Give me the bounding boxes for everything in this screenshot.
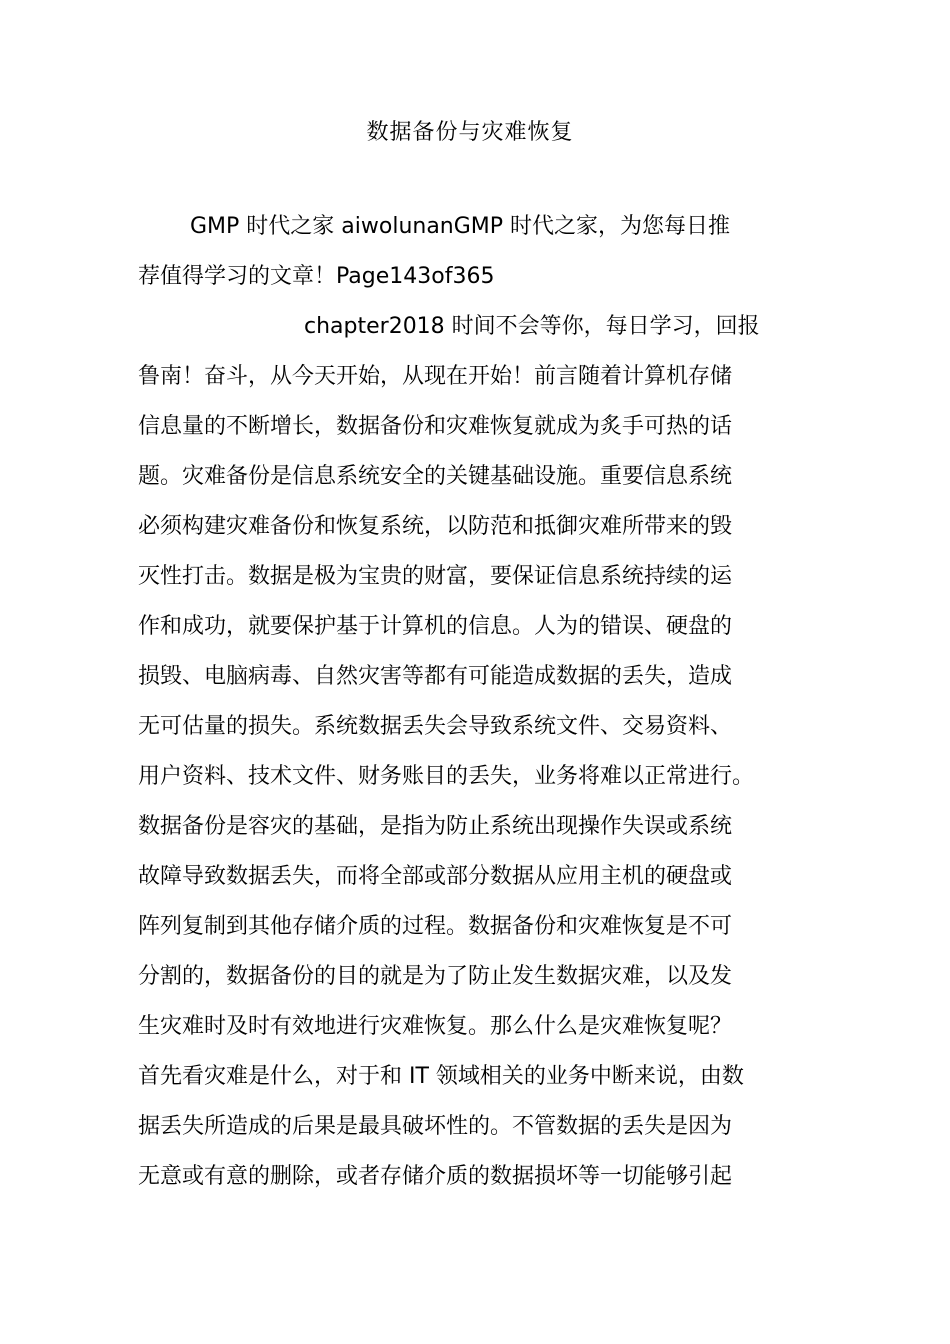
- body-line: 信息量的不断增长，数据备份和灾难恢复就成为炙手可热的话: [138, 414, 733, 439]
- body-line: 阵列复制到其他存储介质的过程。数据备份和灾难恢复是不可: [138, 914, 733, 939]
- body-line: 故障导致数据丢失，而将全部或部分数据从应用主机的硬盘或: [138, 864, 733, 889]
- body-line: 无意或有意的删除，或者存储介质的数据损坏等一切能够引起: [138, 1164, 733, 1189]
- body-line: 损毁、电脑病毒、自然灾害等都有可能造成数据的丢失，造成: [138, 664, 733, 689]
- document-title: 数据备份与灾难恢复: [366, 120, 574, 145]
- body-line: GMP 时代之家 aiwolunanGMP 时代之家，为您每日推: [190, 214, 731, 239]
- body-line: 作和成功，就要保护基于计算机的信息。人为的错误、硬盘的: [138, 614, 733, 639]
- body-line: 题。灾难备份是信息系统安全的关键基础设施。重要信息系统: [138, 464, 733, 489]
- body-line: 生灾难时及时有效地进行灾难恢复。那么什么是灾难恢复呢？: [138, 1014, 733, 1039]
- body-line: 荐值得学习的文章！Page143of365: [138, 264, 495, 289]
- body-line: 用户资料、技术文件、财务账目的丢失，业务将难以正常进行。: [138, 764, 755, 789]
- body-line: chapter2018 时间不会等你，每日学习，回报: [304, 314, 760, 339]
- body-line: 灭性打击。数据是极为宝贵的财富，要保证信息系统持续的运: [138, 564, 733, 589]
- body-line: 分割的，数据备份的目的就是为了防止发生数据灾难，以及发: [138, 964, 733, 989]
- body-line: 首先看灾难是什么，对于和 IT 领域相关的业务中断来说，由数: [138, 1064, 744, 1089]
- body-line: 必须构建灾难备份和恢复系统，以防范和抵御灾难所带来的毁: [138, 514, 733, 539]
- body-line: 据丢失所造成的后果是最具破坏性的。不管数据的丢失是因为: [138, 1114, 733, 1139]
- body-line: 无可估量的损失。系统数据丢失会导致系统文件、交易资料、: [138, 714, 733, 739]
- body-line: 鲁南！奋斗，从今天开始，从现在开始！前言随着计算机存储: [138, 364, 733, 389]
- body-line: 数据备份是容灾的基础，是指为防止系统出现操作失误或系统: [138, 814, 733, 839]
